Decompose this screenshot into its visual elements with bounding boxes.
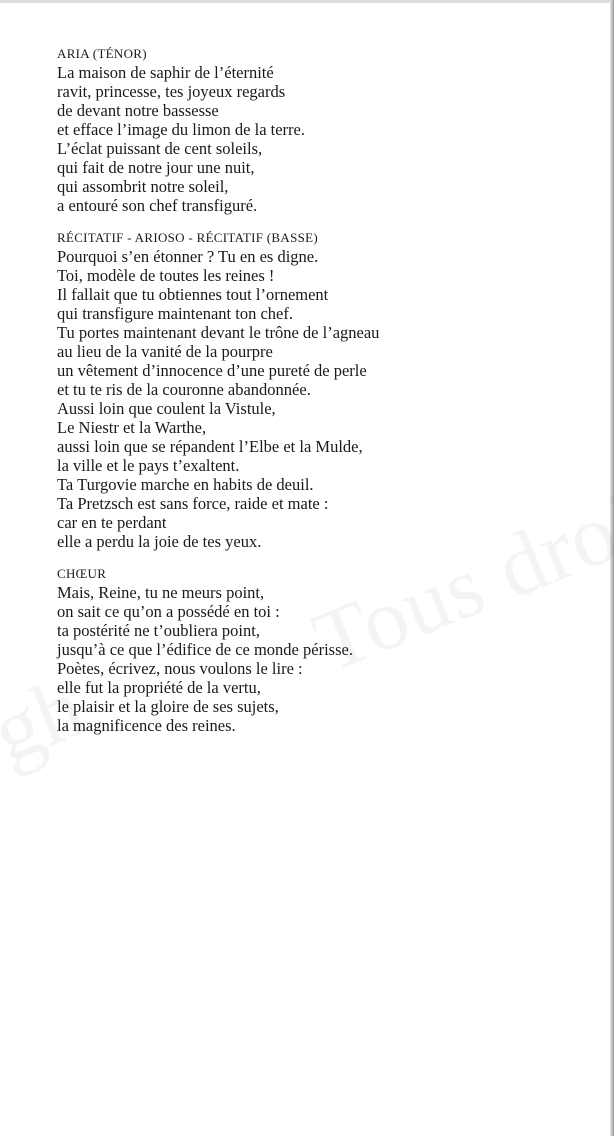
section-heading: RÉCITATIF - ARIOSO - RÉCITATIF (BASSE) [57, 230, 319, 245]
section-choeur [57, 564, 577, 735]
verse-line: ta postérité ne t’oubliera point, [57, 621, 260, 640]
verse-line: Ta Pretzsch est sans force, raide et mate : [57, 494, 329, 513]
verse-line: le plaisir et la gloire de ses sujets, [57, 697, 279, 716]
page-right-edge [610, 0, 614, 1136]
verse-line: un vêtement d’innocence d’une pureté de perle [57, 361, 367, 380]
verse-line: la ville et le pays t’exaltent. [57, 456, 240, 475]
verse-line: Il fallait que tu obtiennes tout l’ornement [57, 285, 329, 304]
verse-line: au lieu de la vanité de la pourpre [57, 342, 273, 361]
verse-line: car en te perdant [57, 513, 167, 532]
verse-line: aussi loin que se répandent l’Elbe et la Mulde, [57, 437, 363, 456]
verse-line: qui assombrit notre soleil, [57, 177, 229, 196]
verse-line: qui fait de notre jour une nuit, [57, 158, 255, 177]
verse-line: on sait ce qu’on a possédé en toi : [57, 602, 280, 621]
section-aria [57, 44, 577, 215]
verse-line: Poètes, écrivez, nous voulons le lire : [57, 659, 303, 678]
section-heading: ARIA (TÉNOR) [57, 46, 147, 61]
verse-line: Pourquoi s’en étonner ? Tu en es digne. [57, 247, 319, 266]
verse-line: qui transfigure maintenant ton chef. [57, 304, 293, 323]
verse-line: elle fut la propriété de la vertu, [57, 678, 261, 697]
verse-line: Le Niestr et la Warthe, [57, 418, 207, 437]
verse-line: Mais, Reine, tu ne meurs point, [57, 583, 265, 602]
verse-line: de devant notre bassesse [57, 101, 219, 120]
verse-line: elle a perdu la joie de tes yeux. [57, 532, 262, 551]
verse-line: L’éclat puissant de cent soleils, [57, 139, 263, 158]
verse-line: jusqu’à ce que l’édifice de ce monde périsse. [57, 640, 353, 659]
verse-line: ravit, princesse, tes joyeux regards [57, 82, 286, 101]
verse-line: Aussi loin que coulent la Vistule, [57, 399, 276, 418]
section-heading: CHŒUR [57, 566, 107, 581]
verse-line: Toi, modèle de toutes les reines ! [57, 266, 275, 285]
verse-line: la magnificence des reines. [57, 716, 236, 735]
libretto-text [57, 44, 577, 748]
verse-line: La maison de saphir de l’éternité [57, 63, 274, 82]
verse-line: Tu portes maintenant devant le trône de l’agneau [57, 323, 380, 342]
page-top-edge [0, 0, 614, 3]
verse-line: et efface l’image du limon de la terre. [57, 120, 305, 139]
section-recitatif [57, 228, 577, 551]
verse-line: a entouré son chef transfiguré. [57, 196, 258, 215]
verse-line: et tu te ris de la couronne abandonnée. [57, 380, 311, 399]
verse-line: Ta Turgovie marche en habits de deuil. [57, 475, 314, 494]
